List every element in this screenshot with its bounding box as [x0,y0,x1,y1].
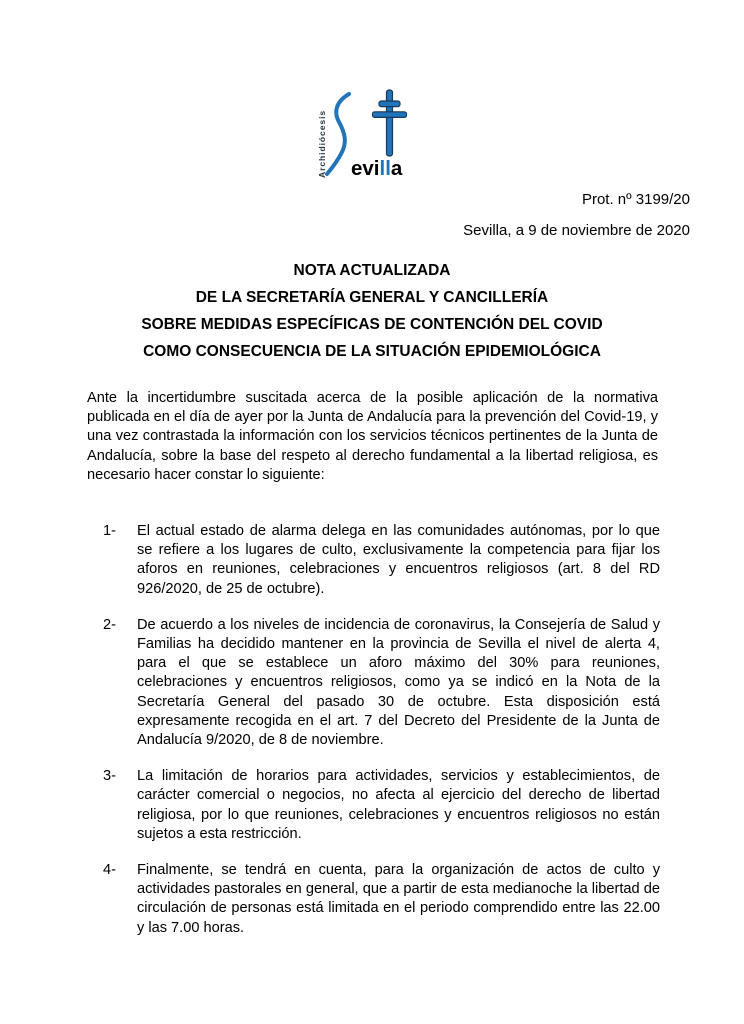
numbered-list [103,522,660,955]
item-number: 2- [103,616,116,633]
item-text: De acuerdo a los niveles de incidencia de coronavirus, la Consejería de Salud y Familias ha decidido mantener en la provincia de Sevilla el nivel de alerta 4, para el que se establece un aforo máximo del 30% para reuniones, celebraciones y encuentros religiosos, como ya se indicó en la Nota de la Secretaría General del pasado 30 de octubre. Esta disposición está expresamente recogida en el art. 7 del Decreto del Presidente de la Junta de Andalucía 9/2020, de 8 de noviembre. [137,616,660,749]
list-item [103,861,660,938]
document-title [0,257,744,365]
item-text: La limitación de horarios para actividades, servicios y establecimientos, de carácter comercial o negocios, no afecta al ejercicio del derecho de libertad religiosa, por lo que reuniones, celebraciones y encuentros religiosos no están sujetos a esta restricción. [137,768,660,842]
title-line-4: COMO CONSECUENCIA DE LA SITUACIÓN EPIDEMIOLÓGICA [143,343,601,360]
item-text: El actual estado de alarma delega en las comunidades autónomas, por lo que se refiere a los lugares de culto, exclusivamente la competencia para fijar los aforos en reuniones, celebraciones y encuentros religiosos (art. 8 del RD 926/2020, de 25 de octubre). [137,523,660,597]
list-item [103,767,660,844]
title-line-3: SOBRE MEDIDAS ESPECÍFICAS DE CONTENCIÓN DEL COVID [141,316,603,333]
patriarchal-cross-icon [373,90,407,156]
logo-vertical-text: Archidiócesis [317,109,327,178]
intro-paragraph: Ante la incertidumbre suscitada acerca de la posible aplicación de la normativa publicada en el día de ayer por la Junta de Andalucía para la prevención del Covid-19, y una vez contrastada la información con los servicios técnicos pertinentes de la Junta de Andalucía, sobre la base del respeto al derecho fundamental a la libertad religiosa, es necesario hacer constar lo siguiente: [87,390,658,483]
title-line-1: NOTA ACTUALIZADA [293,262,451,279]
archdiocese-logo-graphic [316,88,418,182]
item-text: Finalmente, se tendrá en cuenta, para la organización de actos de culto y actividades pastorales en general, que a partir de esta medianoche la libertad de circulación de personas está limitada en el periodo comprendido entre las 22.00 y las 7.00 horas. [137,862,660,936]
item-number: 3- [103,768,116,785]
list-item [103,522,660,599]
item-number: 1- [103,523,116,539]
dateline: Sevilla, a 9 de noviembre de 2020 [463,222,690,239]
archdiocese-logo [316,88,418,182]
list-item [103,616,660,750]
protocol-number: Prot. nº 3199/20 [581,191,690,208]
logo-s-curve [327,94,349,174]
title-line-2: DE LA SECRETARÍA GENERAL Y CANCILLERÍA [195,289,549,306]
logo-wordmark: evilla [351,157,403,180]
item-number: 4- [103,862,116,879]
